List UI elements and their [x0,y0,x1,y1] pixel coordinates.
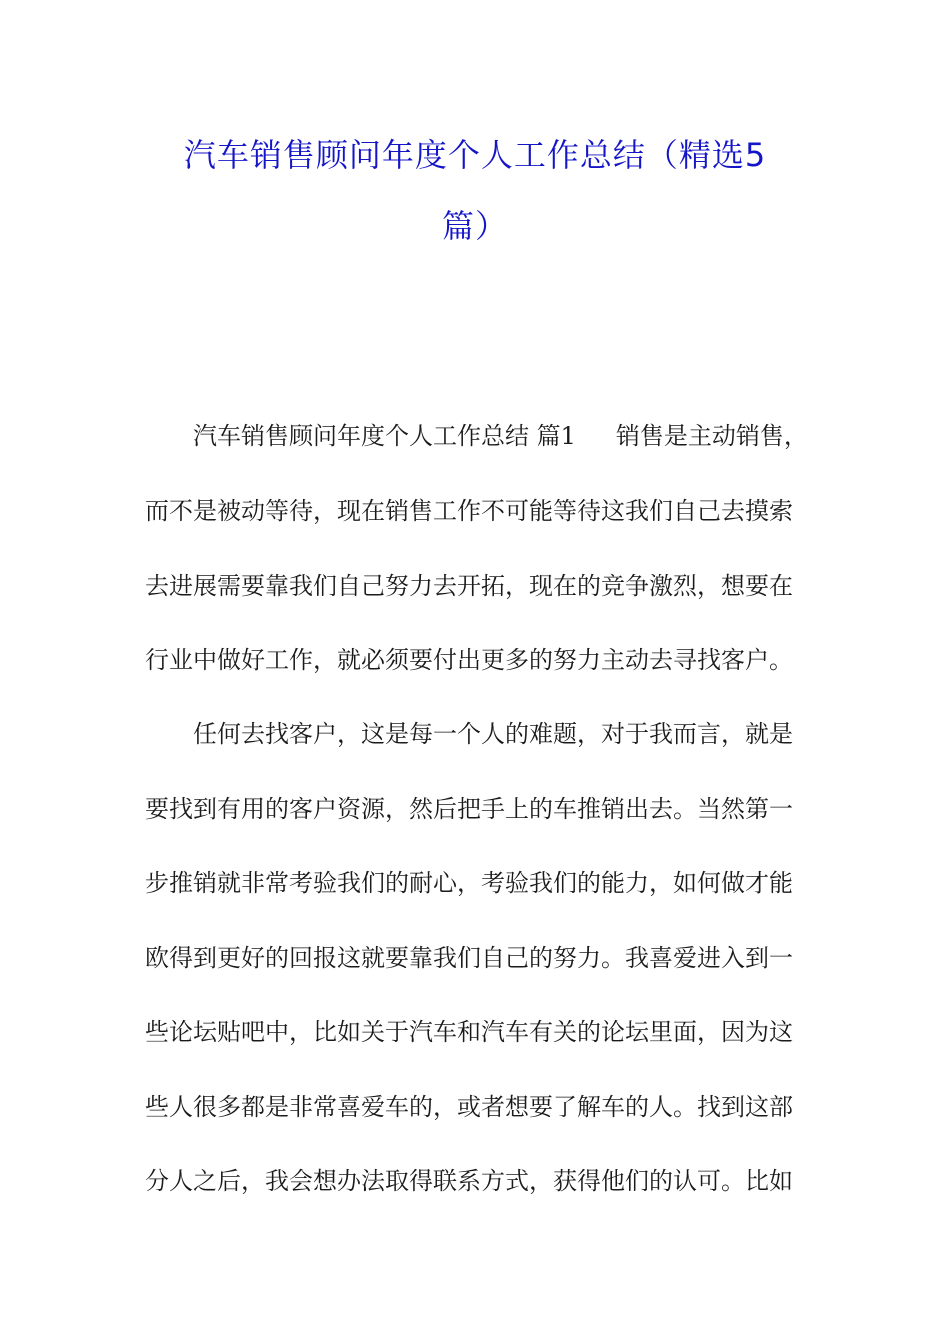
section-heading: 汽车销售顾问年度个人工作总结 篇1 [193,422,576,450]
paragraph-2-line-4: 欧得到更好的回报这就要靠我们自己的努力。我喜爱进入到一 [145,944,793,972]
document-title-line-1: 汽车销售顾问年度个人工作总结（精选5 [183,136,767,174]
paragraph-1-line-4: 行业中做好工作，就必须要付出更多的努力主动去寻找客户。 [145,646,793,674]
paragraph-2-line-5: 些论坛贴吧中，比如关于汽车和汽车有关的论坛里面，因为这 [145,1018,793,1046]
document-title-line-2: 篇） [441,207,508,245]
paragraph-2-line-1: 任何去找客户，这是每一个人的难题，对于我而言，就是 [193,720,793,748]
paragraph-1-line-2: 而不是被动等待，现在销售工作不可能等待这我们自己去摸索 [145,497,793,525]
paragraph-text: 销售是主动销售， [615,422,808,450]
paragraph-2-line-6: 些人很多都是非常喜爱车的，或者想要了解车的人。找到这部 [145,1093,793,1121]
paragraph-2-line-7: 分人之后，我会想办法取得联系方式，获得他们的认可。比如 [145,1167,793,1195]
paragraph-1-line-1 [193,421,883,451]
paragraph-2-line-2: 要找到有用的客户资源，然后把手上的车推销出去。当然第一 [145,795,793,823]
paragraph-1-line-3: 去进展需要靠我们自己努力去开拓，现在的竞争激烈，想要在 [145,572,793,600]
paragraph-2-line-3: 步推销就非常考验我们的耐心，考验我们的能力，如何做才能 [145,869,793,897]
